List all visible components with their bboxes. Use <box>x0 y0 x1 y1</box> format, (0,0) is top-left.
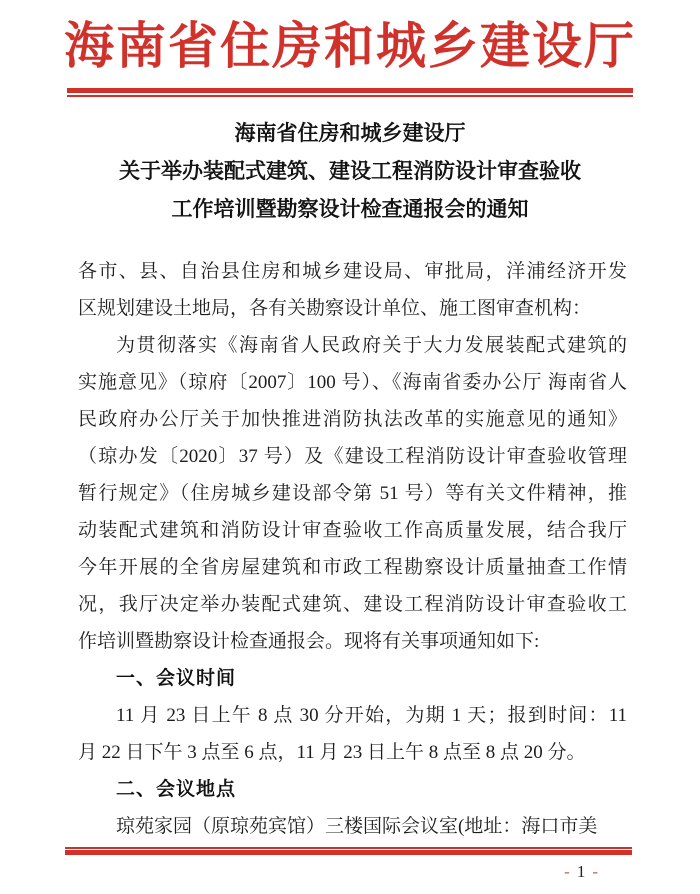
meeting-location-line: 琼苑家园（原琼苑宾馆）三楼国际会议室(地址：海口市美 <box>116 816 598 837</box>
section-heading-meeting-time: 一、会议时间 <box>116 668 237 689</box>
page-number-dash: - <box>564 862 570 881</box>
intro-line: 民政府办公厅关于加快推进消防执法改革的实施意见的通知》 <box>78 409 627 430</box>
intro-line: 实施意见》（琼府〔2007〕100 号）、《海南省委办公厅 海南省人 <box>78 372 627 393</box>
notice-title-line-2: 关于举办装配式建筑、建设工程消防设计审查验收 <box>119 159 581 183</box>
salutation-line: 各市、县、自治县住房和城乡建设局、审批局，洋浦经济开发 <box>78 261 627 282</box>
page-number-dash: - <box>592 862 598 881</box>
page-number <box>557 860 605 884</box>
masthead-agency-name: 海南省住房和城乡建设厅 <box>64 18 636 74</box>
notice-title <box>0 114 700 228</box>
footer-divider <box>65 847 632 855</box>
notice-title-line-1: 海南省住房和城乡建设厅 <box>234 121 466 145</box>
intro-line: 作培训暨勘察设计检查通报会。现将有关事项通知如下: <box>78 631 540 652</box>
intro-line: 为贯彻落实《海南省人民政府关于大力发展装配式建筑的 <box>116 335 627 356</box>
masthead-divider <box>67 88 633 97</box>
meeting-time-line: 11 月 23 日上午 8 点 30 分开始，为期 1 天；报到时间：11 <box>116 705 627 726</box>
notice-body <box>78 253 627 845</box>
masthead-divider-thin-line <box>67 95 633 97</box>
intro-line: 暂行规定》（住房城乡建设部令第 51 号）等有关文件精神，推 <box>78 483 627 504</box>
footer-divider-thick-line <box>65 850 632 855</box>
meeting-time-line: 月 22 日下午 3 点至 6 点，11 月 23 日上午 8 点至 8 点 20 分。 <box>78 742 586 763</box>
salutation-line: 区规划建设土地局，各有关勘察设计单位、施工图审查机构： <box>78 298 592 319</box>
intro-line: 今年开展的全省房屋建筑和市政工程勘察设计质量抽查工作情 <box>78 557 627 578</box>
section-heading-meeting-location: 二、会议地点 <box>116 779 237 800</box>
intro-line: 况，我厅决定举办装配式建筑、建设工程消防设计审查验收工 <box>78 594 627 615</box>
intro-line: （琼办发〔2020〕37 号）及《建设工程消防设计审查验收管理 <box>78 446 627 467</box>
intro-line: 动装配式建筑和消防设计审查验收工作高质量发展，结合我厅 <box>78 520 627 541</box>
notice-title-line-3: 工作培训暨勘察设计检查通报会的通知 <box>171 197 529 221</box>
page-number-value: 1 <box>576 862 586 881</box>
